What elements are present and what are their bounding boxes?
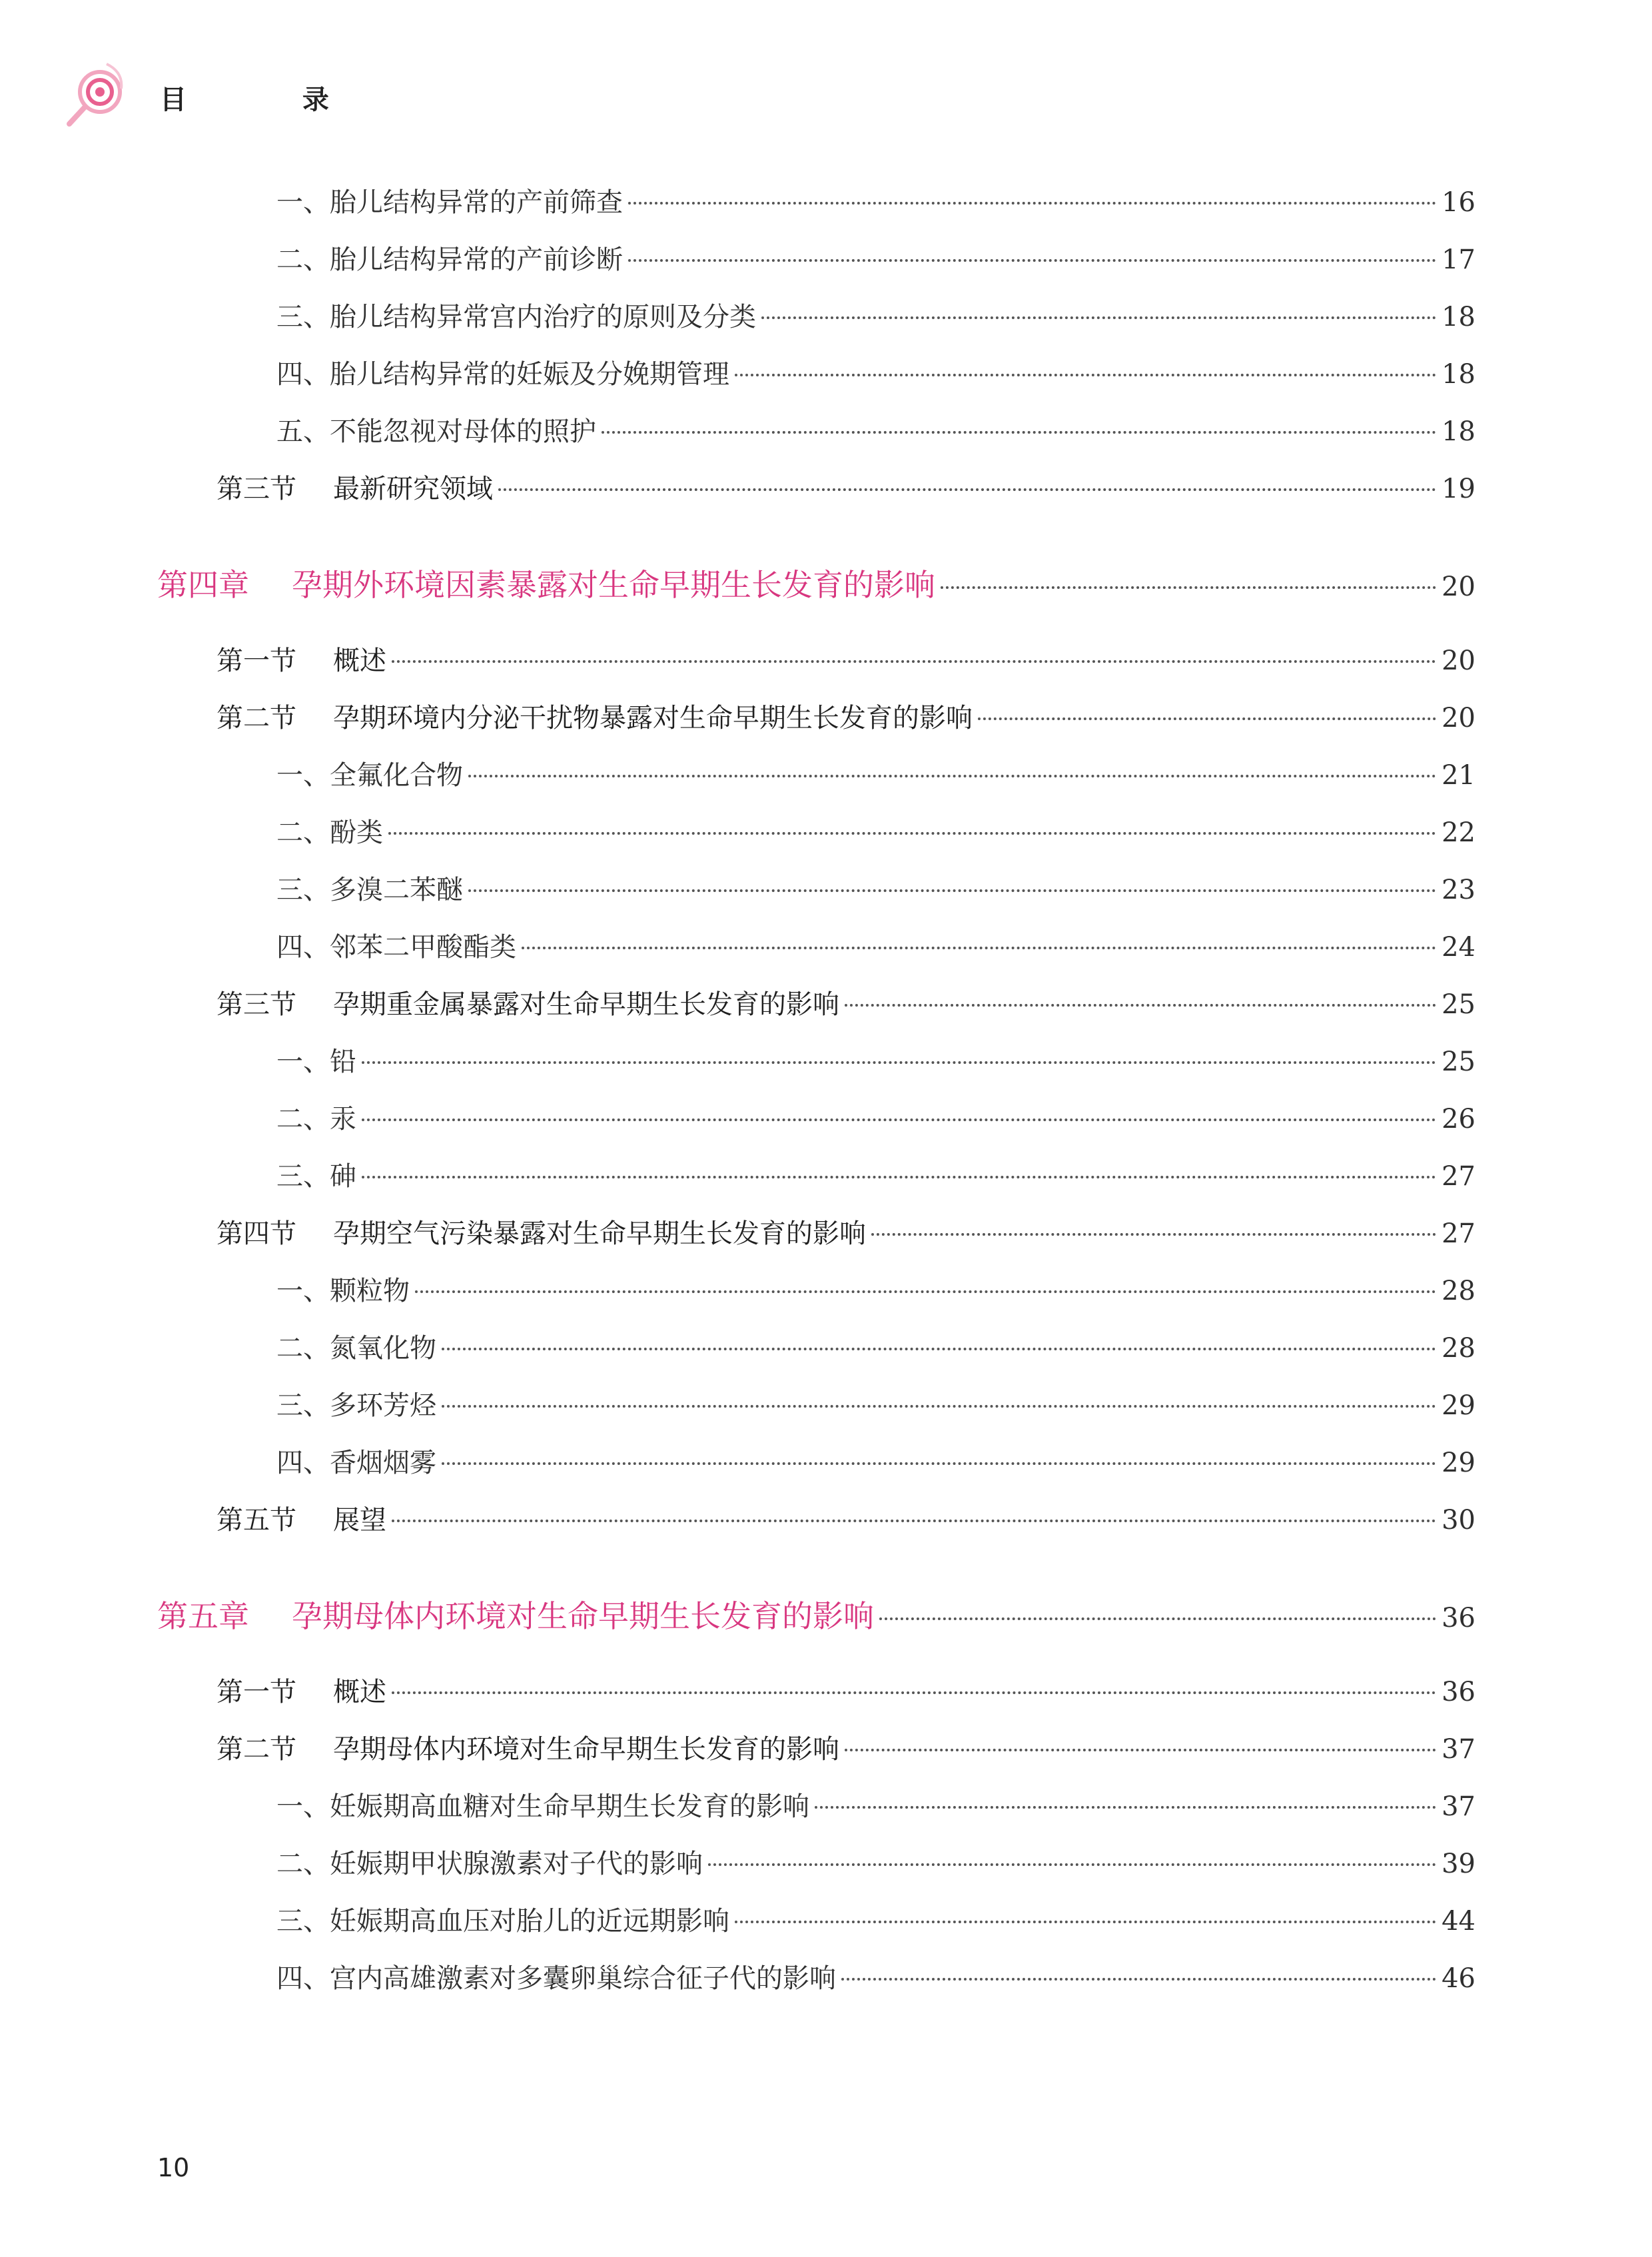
toc-entry-page: 39 [1442,1849,1475,1879]
dot-leader [628,202,1436,205]
toc-section-row[interactable] [216,1499,1475,1537]
dot-leader [761,316,1436,319]
toc-entry-number: 一、 [276,1276,330,1306]
toc-entry-page: 29 [1442,1390,1475,1421]
toc-entry-number: 第五章 [157,1598,249,1634]
toc-item-row[interactable] [276,1785,1475,1823]
toc-item-row[interactable] [276,1041,1475,1079]
toc-item-row[interactable] [276,1270,1475,1308]
toc-section-row[interactable] [216,640,1475,677]
dot-leader [362,1061,1436,1064]
toc-entry-title: 颗粒物 [330,1276,410,1306]
toc-entry-page: 30 [1442,1505,1475,1536]
toc-chapter-row[interactable] [157,561,1475,605]
toc-entry-number: 二、 [276,1849,330,1879]
toc-entry-title: 胎儿结构异常的妊娠及分娩期管理 [330,359,729,390]
toc-entry-page: 28 [1442,1333,1475,1364]
toc-entry-page: 24 [1442,932,1475,963]
toc-entry-title: 酚类 [330,817,383,848]
toc-entry-number: 第三节 [216,989,296,1020]
toc-entry-number: 第四节 [216,1218,296,1249]
toc-section-row[interactable] [216,1671,1475,1709]
toc-entry-page: 20 [1442,572,1475,602]
toc-entry-page: 20 [1442,646,1475,676]
dot-leader [708,1863,1436,1866]
toc-entry-title: 全氟化合物 [330,760,463,791]
toc-entry-title: 香烟烟雾 [330,1448,436,1478]
toc-entry-page: 29 [1442,1448,1475,1478]
toc-entry-number: 四、 [276,932,330,963]
toc-item-row[interactable] [276,181,1475,219]
toc-entry-number: 三、 [276,302,330,332]
dot-leader [735,1921,1436,1923]
toc-entry-title: 孕期重金属暴露对生命早期生长发育的影响 [333,989,839,1020]
toc-entry-title: 最新研究领域 [333,474,493,504]
toc-item-row[interactable] [276,238,1475,276]
toc-entry-number: 四、 [276,359,330,390]
dot-leader [468,775,1436,777]
toc-entry-title: 砷 [330,1161,356,1192]
toc-item-row[interactable] [276,926,1475,964]
dot-leader [735,374,1436,376]
toc-entry-page: 36 [1442,1603,1475,1633]
dot-leader [815,1806,1436,1809]
toc-entry-title: 孕期母体内环境对生命早期生长发育的影响 [333,1734,839,1765]
dot-leader [388,832,1436,835]
toc-item-row[interactable] [276,1384,1475,1422]
toc-entry-number: 四、 [276,1963,330,1994]
toc-entry-title: 概述 [333,646,386,676]
toc-entry-title: 宫内高雄激素对多囊卵巢综合征子代的影响 [330,1963,836,1994]
toc-entry-number: 二、 [276,1104,330,1134]
toc-entry-number: 第三节 [216,474,296,504]
toc-entry-page: 25 [1442,989,1475,1020]
toc-item-row[interactable] [276,1327,1475,1365]
toc-entry-number: 三、 [276,1906,330,1937]
toc-entry-title: 孕期外环境因素暴露对生命早期生长发育的影响 [292,567,935,603]
toc-entry-page: 18 [1442,359,1475,390]
toc-item-row[interactable] [276,1155,1475,1193]
toc-entry-number: 一、 [276,187,330,218]
toc-item-row[interactable] [276,1900,1475,1938]
dot-leader [392,1520,1436,1522]
toc-entry-number: 二、 [276,244,330,275]
toc-item-row[interactable] [276,410,1475,448]
toc-section-row[interactable] [216,468,1475,506]
toc-item-row[interactable] [276,1843,1475,1881]
toc-entry-number: 五、 [276,416,330,447]
toc-entry-number: 第五节 [216,1505,296,1536]
toc-entry-title: 胎儿结构异常的产前诊断 [330,244,623,275]
toc-entry-title: 胎儿结构异常宫内治疗的原则及分类 [330,302,756,332]
dot-leader [628,259,1436,262]
toc-entry-page: 37 [1442,1791,1475,1822]
toc-item-row[interactable] [276,869,1475,907]
dot-leader [468,889,1436,892]
toc-entry-page: 16 [1442,187,1475,218]
toc-item-row[interactable] [276,1442,1475,1480]
toc-entry-page: 46 [1442,1963,1475,1994]
toc-entry-page: 27 [1442,1161,1475,1192]
toc-entry-page: 25 [1442,1047,1475,1077]
toc-entry-title: 汞 [330,1104,356,1134]
toc-entry-page: 22 [1442,817,1475,848]
toc-entry-page: 23 [1442,875,1475,905]
toc-entry-number: 第二节 [216,1734,296,1765]
dot-leader [362,1176,1436,1178]
toc-entry-title: 铅 [330,1047,356,1077]
page-title: 目 录 [160,85,382,115]
toc-entry-title: 孕期母体内环境对生命早期生长发育的影响 [292,1598,874,1634]
toc-entry-page: 20 [1442,703,1475,733]
toc-entry-page: 21 [1442,760,1475,791]
toc-entry-number: 第一节 [216,1677,296,1707]
toc-entry-number: 二、 [276,1333,330,1364]
dot-leader [845,1749,1436,1751]
dot-leader [442,1462,1436,1465]
toc-entry-title: 妊娠期高血压对胎儿的近远期影响 [330,1906,729,1937]
toc-entry-page: 17 [1442,244,1475,275]
toc-item-row[interactable] [276,353,1475,391]
toc-entry-number: 一、 [276,760,330,791]
toc-entry-title: 妊娠期甲状腺激素对子代的影响 [330,1849,703,1879]
toc-entry-number: 第四章 [157,567,249,603]
dot-leader [845,1004,1436,1007]
toc-section-row[interactable] [216,697,1475,735]
toc-entry-number: 二、 [276,817,330,848]
toc-entry-title: 多溴二苯醚 [330,875,463,905]
toc-entry-page: 27 [1442,1218,1475,1249]
toc-chapter-row[interactable] [157,1592,1475,1636]
dot-leader [978,717,1436,720]
toc-item-row[interactable] [276,1098,1475,1136]
toc-entry-number: 第二节 [216,703,296,733]
dot-leader [879,1617,1436,1620]
toc-entry-title: 孕期空气污染暴露对生命早期生长发育的影响 [333,1218,866,1249]
toc-item-row[interactable] [276,754,1475,792]
dot-leader [392,660,1436,663]
toc-entry-title: 妊娠期高血糖对生命早期生长发育的影响 [330,1791,809,1822]
toc-section-row[interactable] [216,1728,1475,1766]
toc-section-row[interactable] [216,983,1475,1021]
toc-entry-title: 孕期环境内分泌干扰物暴露对生命早期生长发育的影响 [333,703,973,733]
dot-leader [362,1119,1436,1121]
toc-item-row[interactable] [276,811,1475,849]
toc-entry-number: 第一节 [216,646,296,676]
dot-leader [602,431,1436,434]
toc-entry-number: 三、 [276,1161,330,1192]
toc-item-row[interactable] [276,1957,1475,1995]
dot-leader [442,1348,1436,1350]
toc-entry-page: 18 [1442,416,1475,447]
toc-entry-page: 19 [1442,474,1475,504]
toc-entry-title: 氮氧化物 [330,1333,436,1364]
toc-entry-title: 邻苯二甲酸酯类 [330,932,516,963]
toc-entry-number: 三、 [276,1390,330,1421]
dot-leader [415,1290,1436,1293]
dot-leader [841,1978,1436,1981]
toc-entry-title: 不能忽视对母体的照护 [330,416,596,447]
dot-leader [498,488,1436,491]
toc-entry-page: 18 [1442,302,1475,332]
toc-item-row[interactable] [276,296,1475,334]
toc-entry-number: 三、 [276,875,330,905]
toc-entry-title: 概述 [333,1677,386,1707]
toc-entry-page: 37 [1442,1734,1475,1765]
toc-entry-page: 44 [1442,1906,1475,1937]
dot-leader [871,1233,1436,1236]
toc-entry-page: 26 [1442,1104,1475,1134]
toc-section-row[interactable] [216,1212,1475,1250]
dot-leader [941,586,1436,589]
page-number: 10 [157,2153,190,2182]
toc-entry-page: 36 [1442,1677,1475,1707]
dot-leader [442,1405,1436,1408]
toc-entry-number: 一、 [276,1791,330,1822]
dot-leader [522,947,1436,949]
toc-entry-page: 28 [1442,1276,1475,1306]
toc-entry-title: 多环芳烃 [330,1390,436,1421]
toc-entry-title: 展望 [333,1505,386,1536]
toc-entry-title: 胎儿结构异常的产前筛查 [330,187,623,218]
toc-entry-number: 四、 [276,1448,330,1478]
toc-entry-number: 一、 [276,1047,330,1077]
dot-leader [392,1691,1436,1694]
